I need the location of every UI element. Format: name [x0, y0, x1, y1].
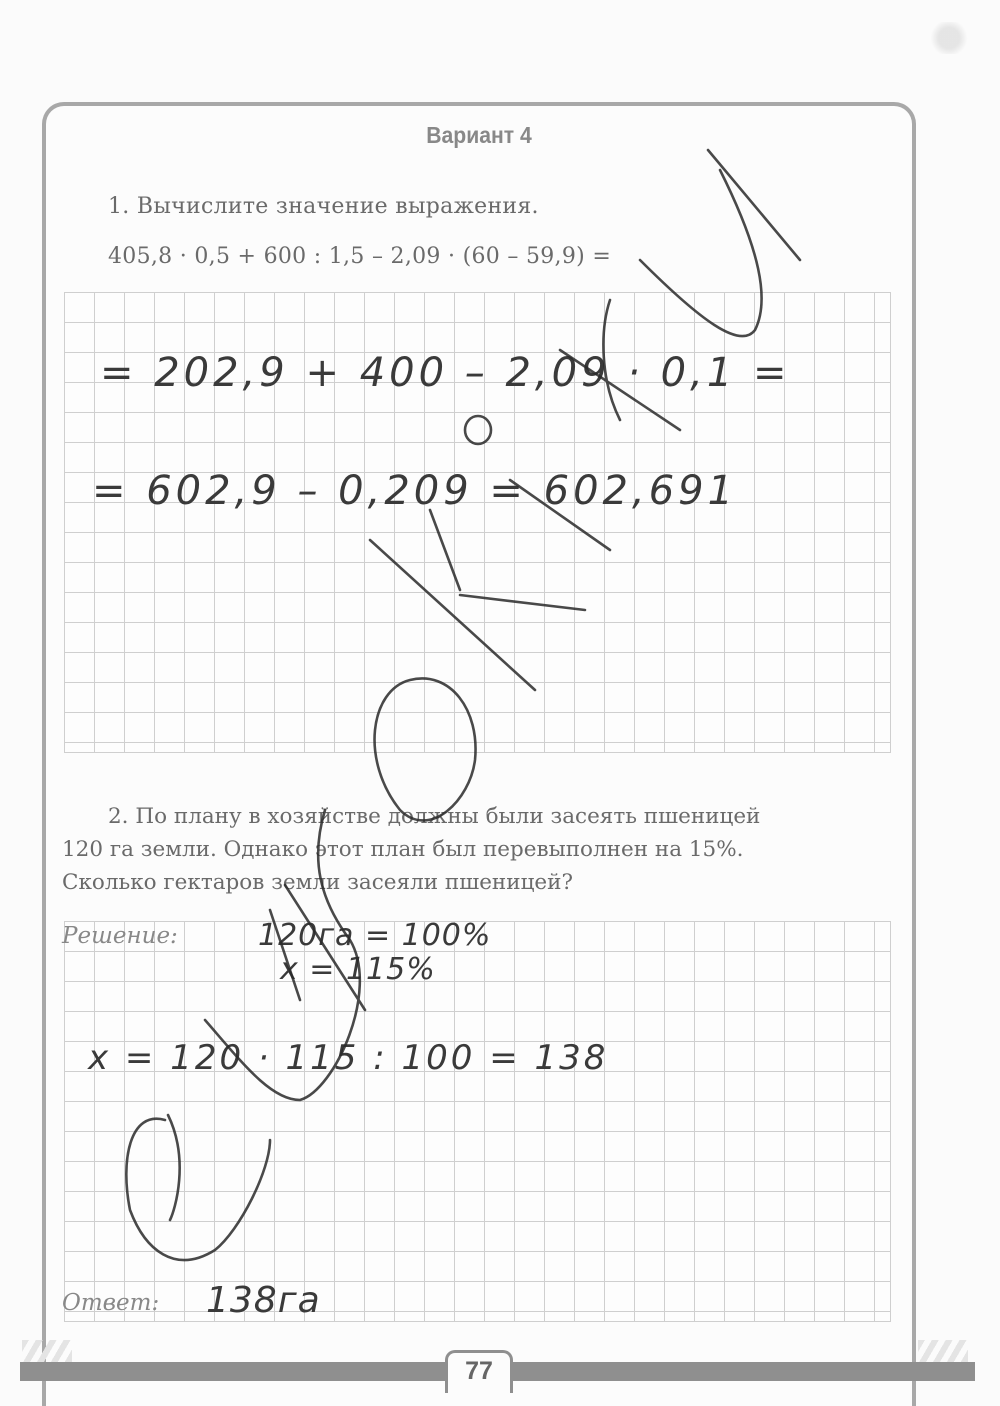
task2-handwritten-line-3: x = 120 · 115 : 100 = 138	[88, 1038, 609, 1078]
task1-handwritten-line-1: = 202,9 + 400 – 2,09 · 0,1 =	[100, 350, 791, 396]
task2-prompt-line-2: 120 га земли. Однако этот план был перевыполнен на 15%.	[62, 837, 744, 862]
task1-prompt: 1. Вычислите значение выражения.	[108, 194, 539, 219]
scan-noise	[928, 22, 970, 54]
task1-expression: 405,8 · 0,5 + 600 : 1,5 – 2,09 · (60 – 59,9) =	[108, 244, 612, 269]
task2-prompt-line-1: 2. По плану в хозяйстве должны были засеять пшеницей	[108, 804, 761, 829]
variant-title: Вариант 4	[426, 122, 532, 148]
task2-prompt-line-3: Сколько гектаров земли засеяли пшеницей?	[62, 870, 573, 895]
task2-handwritten-answer: 138га	[206, 1280, 321, 1321]
answer-label: Ответ:	[62, 1290, 160, 1316]
corner-hatch-right	[918, 1340, 968, 1362]
solution-label: Решение:	[62, 923, 178, 949]
task2-answer-grid	[64, 921, 891, 1322]
corner-hatch-left	[22, 1340, 72, 1362]
task2-prompt	[62, 800, 892, 899]
task1-handwritten-line-2: = 602,9 – 0,209 = 602,691	[92, 468, 738, 514]
task2-handwritten-line-1: 120га = 100%	[258, 918, 492, 953]
task2-handwritten-line-2: x = 115%	[280, 952, 436, 987]
page-number: 77	[445, 1350, 513, 1393]
